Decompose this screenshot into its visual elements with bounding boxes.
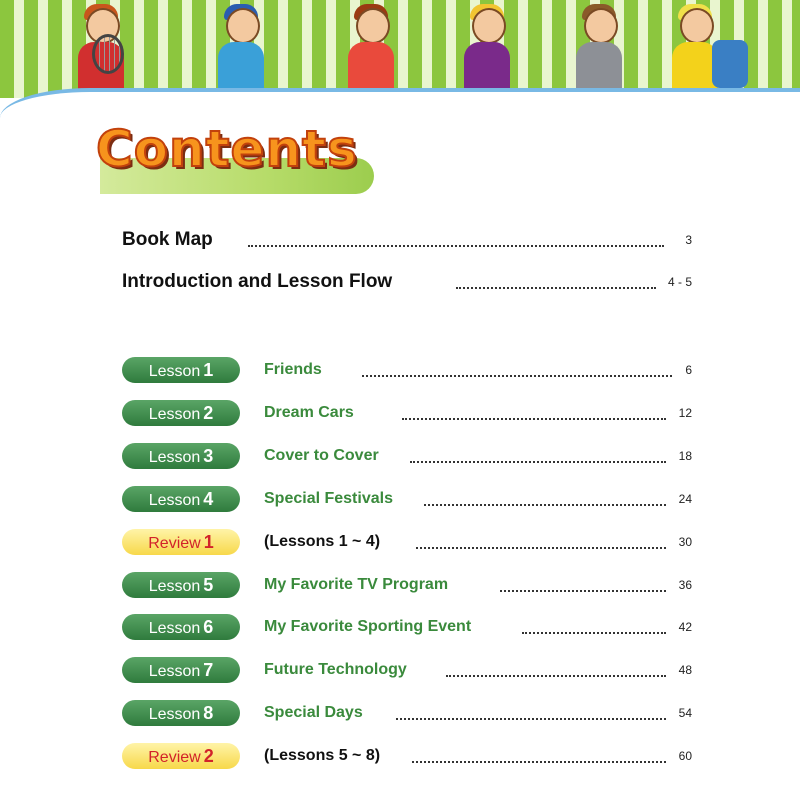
toc-row-review-2[interactable] (122, 741, 692, 771)
toc-page-number: 36 (678, 578, 692, 592)
dot-leader (396, 716, 666, 720)
badge-number: 2 (203, 403, 214, 423)
toc-row-title: Special Days (264, 704, 363, 721)
toc-row-lesson-3[interactable] (122, 441, 692, 471)
badge-number: 5 (203, 575, 214, 595)
toc-page-number: 6 (685, 363, 692, 377)
badge-number: 4 (203, 489, 214, 509)
badge-number: 6 (203, 617, 214, 637)
toc-row-title: Future Technology (264, 661, 407, 678)
phone-girl-illustration (456, 4, 518, 92)
dot-leader (402, 416, 666, 420)
badge-label: Lesson (148, 663, 201, 680)
toc-page-number: 3 (685, 233, 692, 247)
chef-girl-illustration (340, 4, 402, 92)
badge-number: 2 (203, 746, 214, 766)
review-badge (122, 529, 240, 555)
badge-label: Lesson (148, 363, 201, 380)
toc-row-lesson-7[interactable] (122, 655, 692, 685)
lesson-badge (122, 614, 240, 640)
badge-label: Lesson (148, 406, 201, 423)
toc-row-title: (Lessons 5 ~ 8) (264, 747, 381, 764)
baseball-kid-illustration (210, 4, 272, 92)
toc-entry-label: Book Map (122, 229, 213, 250)
badge-label: Lesson (148, 706, 201, 723)
badge-number: 1 (203, 532, 214, 552)
toc-row-lesson-6[interactable] (122, 612, 692, 642)
toc-row-lesson-5[interactable] (122, 570, 692, 600)
toc-row-lesson-1[interactable] (122, 355, 692, 385)
dot-leader (500, 588, 666, 592)
dot-leader (362, 373, 672, 377)
toc-page-number: 24 (678, 492, 692, 506)
toc-row-lesson-4[interactable] (122, 484, 692, 514)
lesson-badge (122, 486, 240, 512)
toc-entry-introduction[interactable] (122, 268, 692, 296)
toc-row-title: Friends (264, 361, 322, 378)
toc-page-number: 48 (678, 663, 692, 677)
toc-page-number: 30 (678, 535, 692, 549)
dot-leader (522, 630, 666, 634)
businessman-illustration (568, 4, 630, 92)
toc-row-title: Cover to Cover (264, 447, 379, 464)
toc-row-title: My Favorite TV Program (264, 576, 449, 593)
toc-row-title: Special Festivals (264, 490, 393, 507)
badge-label: Review (148, 749, 201, 766)
dot-leader (412, 759, 666, 763)
page-title: Contents (96, 120, 358, 178)
toc-row-title: Dream Cars (264, 404, 354, 421)
golf-bag-icon (712, 40, 748, 88)
lesson-badge (122, 357, 240, 383)
toc-entry-book-map[interactable] (122, 226, 692, 254)
toc-page-number: 42 (678, 620, 692, 634)
badge-label: Lesson (148, 620, 201, 637)
review-badge (122, 743, 240, 769)
toc-page-number: 54 (678, 706, 692, 720)
dot-leader (248, 243, 664, 247)
toc-row-title: (Lessons 1 ~ 4) (264, 533, 381, 550)
badge-label: Lesson (148, 578, 201, 595)
toc-row-review-1[interactable] (122, 527, 692, 557)
toc-row-lesson-8[interactable] (122, 698, 692, 728)
toc-row-lesson-2[interactable] (122, 398, 692, 428)
toc-page-number: 4 - 5 (667, 275, 692, 289)
toc-page-number: 12 (678, 406, 692, 420)
toc-page-number: 60 (678, 749, 692, 763)
lesson-badge (122, 443, 240, 469)
toc-entry-label: Introduction and Lesson Flow (122, 271, 393, 292)
badge-label: Review (148, 535, 201, 552)
dot-leader (410, 459, 666, 463)
badge-number: 8 (203, 703, 214, 723)
lesson-badge (122, 700, 240, 726)
lesson-badge (122, 657, 240, 683)
badge-label: Lesson (148, 492, 201, 509)
tennis-racket-icon (92, 34, 124, 74)
badge-number: 1 (203, 360, 214, 380)
dot-leader (416, 545, 666, 549)
badge-number: 3 (203, 446, 214, 466)
lesson-badge (122, 400, 240, 426)
badge-number: 7 (203, 660, 214, 680)
toc-row-title: My Favorite Sporting Event (264, 618, 472, 635)
lesson-badge (122, 572, 240, 598)
dot-leader (424, 502, 666, 506)
header-banner (0, 0, 800, 98)
toc-page-number: 18 (678, 449, 692, 463)
dot-leader (446, 673, 666, 677)
badge-label: Lesson (148, 449, 201, 466)
dot-leader (456, 285, 656, 289)
